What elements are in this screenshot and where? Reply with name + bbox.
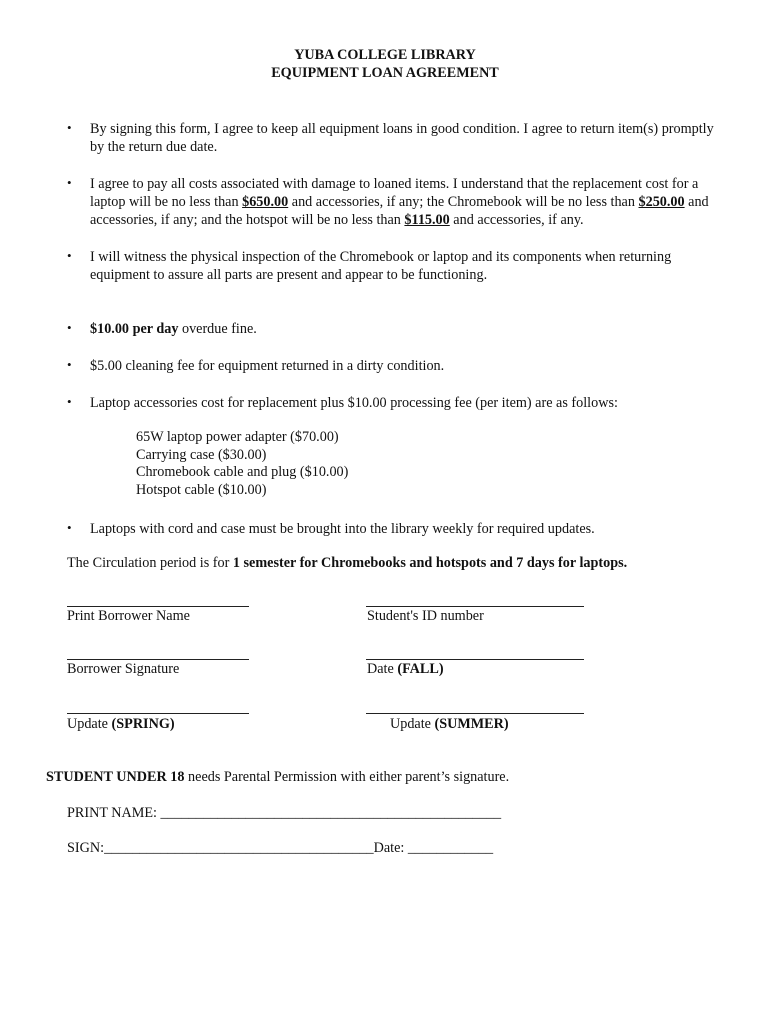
parent-sign-row bbox=[67, 840, 493, 857]
parental-permission-rest: needs Parental Permission with either parent’s signature. bbox=[184, 769, 510, 785]
parent-print-name-label: PRINT NAME: bbox=[67, 805, 161, 821]
under-18-label: STUDENT UNDER 18 bbox=[46, 769, 185, 785]
overdue-fine-amount: $10.00 per day bbox=[90, 321, 179, 337]
bullet-icon bbox=[67, 520, 75, 537]
inspection-text: I will witness the physical inspection of the Chromebook or laptop and its components when returning equipment to assure all parts are present and appear to be functioning. bbox=[90, 249, 672, 283]
bullet-icon bbox=[67, 120, 75, 137]
parent-print-name-field[interactable]: ________________________________________________ bbox=[160, 805, 502, 821]
bullet-icon bbox=[67, 394, 75, 411]
document-subtitle: EQUIPMENT LOAN AGREEMENT bbox=[271, 65, 499, 81]
overdue-fine-text bbox=[90, 320, 720, 338]
date-fall-line[interactable] bbox=[366, 659, 584, 660]
document-title: YUBA COLLEGE LIBRARY bbox=[294, 47, 476, 63]
parent-sign-label: SIGN: bbox=[67, 840, 105, 856]
parent-date-label: Date: bbox=[373, 840, 408, 856]
circulation-period: 1 semester for Chromebooks and hotspots and 7 days for laptops. bbox=[232, 555, 628, 571]
circulation-period-text bbox=[67, 555, 627, 572]
accessory-item: Chromebook cable and plug ($10.00) bbox=[136, 464, 349, 481]
date-fall-prefix: Date bbox=[367, 661, 398, 677]
update-spring-label bbox=[67, 716, 175, 733]
weekly-update-text: Laptops with cord and case must be brought into the library weekly for required updates. bbox=[90, 521, 595, 537]
overdue-fine-rest: overdue fine. bbox=[178, 321, 257, 337]
borrower-signature-line[interactable] bbox=[67, 659, 249, 660]
borrower-name-line[interactable] bbox=[67, 606, 249, 607]
accessory-item: 65W laptop power adapter ($70.00) bbox=[136, 429, 339, 445]
parent-sign-field[interactable]: ______________________________________ bbox=[104, 840, 374, 856]
agreement-condition-text: By signing this form, I agree to keep all equipment loans in good condition. I agree to return item(s) promptly by the return due date. bbox=[90, 121, 714, 155]
update-spring-prefix: Update bbox=[67, 716, 112, 732]
accessory-list bbox=[136, 429, 348, 500]
parental-permission-text bbox=[46, 769, 509, 786]
replacement-cost-part3: and accessories, if any; and the hotspot will be no less than bbox=[90, 194, 709, 228]
circulation-prefix: The Circulation period is for bbox=[67, 555, 233, 571]
date-fall-term: (FALL) bbox=[397, 661, 444, 677]
parent-date-field[interactable]: ____________ bbox=[407, 840, 494, 856]
replacement-cost-part1: I agree to pay all costs associated with damage to loaned items. I understand that the replacement cost for a laptop will be no less than bbox=[90, 176, 699, 210]
hotspot-cost: $115.00 bbox=[404, 212, 450, 228]
bullet-icon bbox=[67, 248, 75, 265]
date-fall-label bbox=[367, 661, 444, 678]
parent-print-name-row bbox=[67, 805, 501, 822]
student-id-line[interactable] bbox=[366, 606, 584, 607]
accessory-item: Carrying case ($30.00) bbox=[136, 446, 267, 463]
replacement-cost-text bbox=[90, 175, 720, 229]
borrower-name-label: Print Borrower Name bbox=[67, 608, 190, 624]
update-spring-line[interactable] bbox=[67, 713, 249, 714]
bullet-icon bbox=[67, 320, 75, 337]
student-id-label: Student's ID number bbox=[367, 608, 484, 624]
bullet-icon bbox=[67, 357, 75, 374]
update-summer-prefix: Update bbox=[390, 716, 435, 732]
bullet-icon bbox=[67, 175, 75, 192]
replacement-cost-part4: and accessories, if any. bbox=[449, 212, 584, 228]
update-summer-term: (SUMMER) bbox=[434, 716, 509, 732]
update-spring-term: (SPRING) bbox=[111, 716, 175, 732]
laptop-cost: $650.00 bbox=[242, 194, 289, 210]
accessories-intro-text: Laptop accessories cost for replacement plus $10.00 processing fee (per item) are as follows: bbox=[90, 395, 618, 411]
replacement-cost-part2: and accessories, if any; the Chromebook will be no less than bbox=[288, 194, 639, 210]
cleaning-fee-text: $5.00 cleaning fee for equipment returned in a dirty condition. bbox=[90, 358, 445, 374]
update-summer-label bbox=[390, 716, 509, 733]
update-summer-line[interactable] bbox=[366, 713, 584, 714]
chromebook-cost: $250.00 bbox=[638, 194, 685, 210]
accessory-item: Hotspot cable ($10.00) bbox=[136, 482, 267, 499]
borrower-signature-label: Borrower Signature bbox=[67, 661, 180, 677]
